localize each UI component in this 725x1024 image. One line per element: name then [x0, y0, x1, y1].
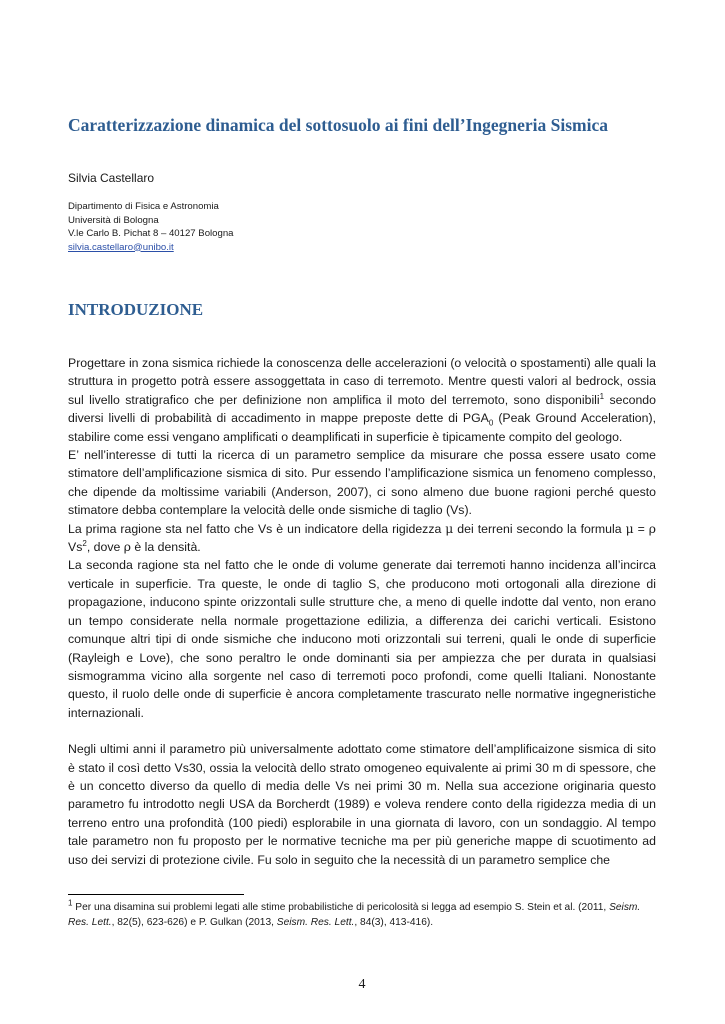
section-heading: INTRODUZIONE	[68, 300, 204, 319]
author-name: Silvia Castellaro	[68, 171, 155, 185]
footnote: $^1$ Per una disamina sui problemi legati alle stime probabilistiche di pericolosità si legga ad esempio S. Stein et al. (2011, Seism. Res. Lett., 82(5), 623-626) e P. Gulkan (2013, Seism. Res. Lett., 84(3), 413-416).	[68, 898, 641, 928]
affiliation-university: Università di Bologna	[68, 214, 159, 226]
affiliation-block	[68, 200, 234, 254]
paragraph-3: La prima ragione sta nel fatto che Vs è un indicatore della rigidezza μ dei terreni secondo la formula μ = ρ Vs$^2$, dove ρ è la densità.	[68, 521, 656, 555]
paragraph-5: Negli ultimi anni il parametro più universalmente adottato come stimatore dell’amplificaizone sismica di sito è stato il così detto Vs30, ossia la velocità dello strato omogeneo equivalente ai primi 30 m di spessore, che è un concetto diverso da quello di media delle Vs nei primi 30 m. Nella sua accezione originaria questo parametro fu introdotto negli USA da Borcherdt (1989) e voleva rendere conto della rigidezza media di un terreno entro una profondità (100 piedi) esplorabile in una giornata di lavoro, con un sondaggio. Al tempo tale parametro non fu proposto per le normative tecniche ma per più generiche mappe di scuotimento ad uso dei servizi di protezione civile. Fu solo in seguito che la necessità di un parametro semplice che	[68, 742, 656, 867]
affiliation-dept: Dipartimento di Fisica e Astronomia	[68, 201, 219, 212]
paragraph-1: Progettare in zona sismica richiede la conoscenza delle accelerazioni (o velocità o spostamenti) alle quali la struttura in progetto potrà essere assoggettata in caso di terremoto. Mentre questi valori al bedrock, ossia sul livello stratigrafico che per definizione non amplifica il moto del terremoto, sono disponibili$^1$ secondo diversi livelli di probabilità di accadimento in mappe preposte dette di $PGA_0$ (Peak Ground Acceleration), stabilire come essi vengano amplificati o deamplificati in superficie è tipicamente compito del geologo.	[68, 356, 656, 444]
paragraph-4: La seconda ragione sta nel fatto che le onde di volume generate dai terremoti hanno incidenza all’incirca verticale in superficie. Tra queste, le onde di taglio S, che producono moti ortogonali alla direzione di propagazione, inducono spinte orizzontali sulle strutture che, a meno di quelle indotte dal vento, non erano un tempo considerate nella normale progettazione edilizia, a differenza dei carichi verticali. Esistono comunque altri tipi di onde sismiche che inducono moti orizzontali sui terreni, quali le onde di superficie (Rayleigh e Love), che sono peraltro le onde dominanti sia per ampiezza che per durata in qualsiasi sismogramma vicino alla sorgente nel caso di terremoti poco profondi, come quelli Italiani. Nonostante questo, il ruolo delle onde di superficie è ancora completamente trascurato nelle normative ingegneristiche internazionali.	[68, 558, 656, 720]
affiliation-address: V.le Carlo B. Pichat 8 – 40127 Bologna	[68, 228, 234, 239]
paragraph-2: E’ nell’interesse di tutti la ricerca di un parametro semplice da misurare che possa essere usato come stimatore dell’amplificazione sismica di sito. Pur essendo l’amplificazione sismica un fenomeno complesso, che dipende da moltissime variabili (Anderson, 2007), ci sono almeno due buone ragioni perché questo stimatore debba contemplare la velocità delle onde sismiche di taglio (Vs).	[68, 448, 656, 518]
page-number: 4	[358, 977, 366, 992]
footnote-separator	[68, 894, 244, 895]
footnote-ref[interactable]: 1	[599, 391, 605, 401]
email-link[interactable]: silvia.castellaro@unibo.it	[68, 241, 174, 253]
paper-title: Caratterizzazione dinamica del sottosuolo ai fini dell’Ingegneria Sismica	[68, 115, 609, 135]
body-text	[68, 354, 656, 869]
